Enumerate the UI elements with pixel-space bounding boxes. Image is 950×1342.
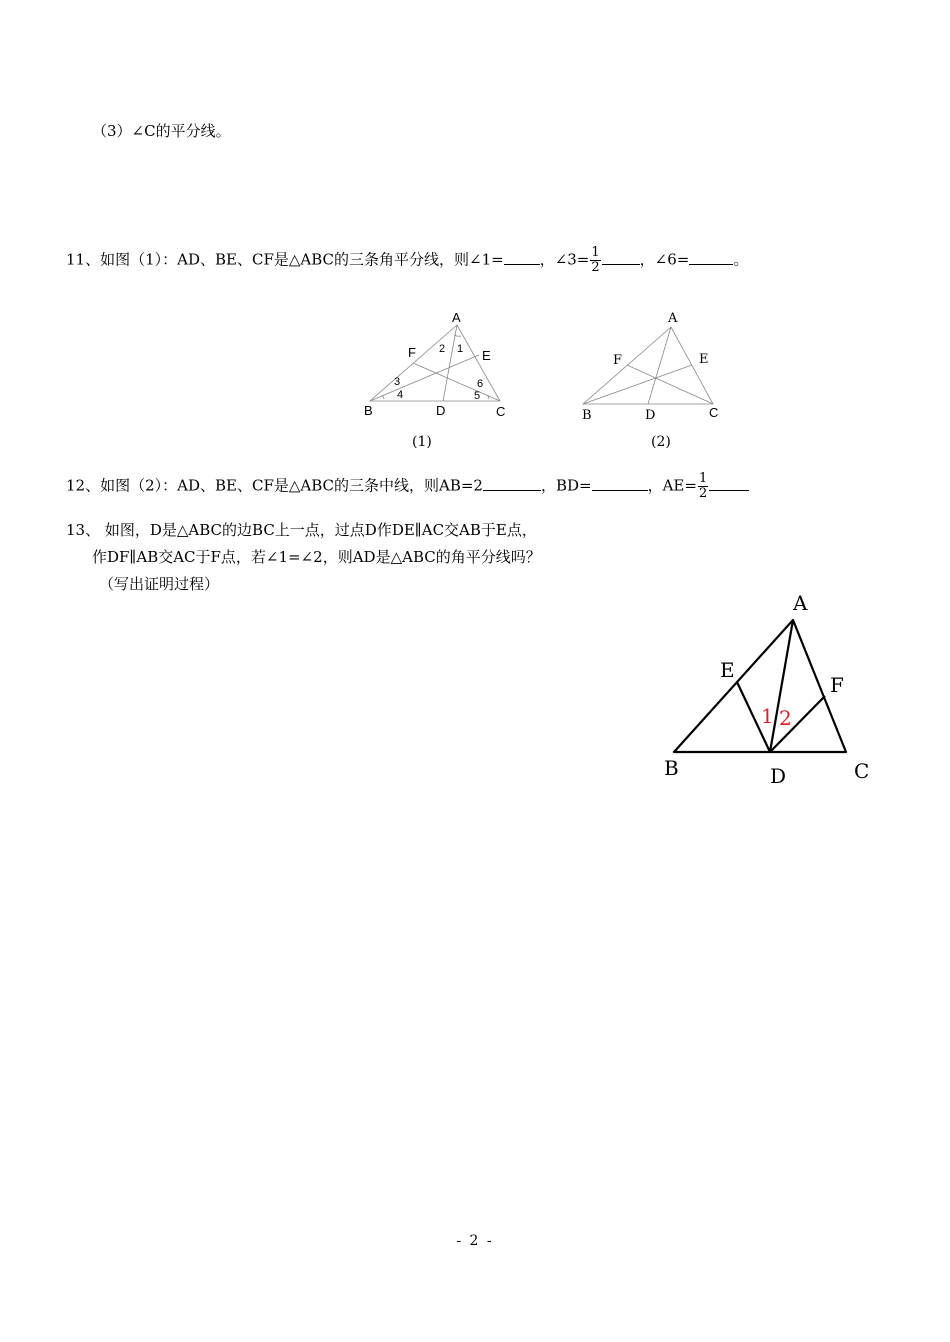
q11-text — [66, 246, 748, 275]
q12-text — [66, 472, 749, 501]
q12-frac-den: 2 — [698, 486, 708, 501]
fig3-label-f: F — [830, 673, 844, 697]
fig1-bisector-ad — [443, 325, 457, 401]
figure-1-angle-bisectors — [360, 305, 510, 419]
q11-sep2: ，∠6= — [639, 250, 690, 269]
q11-prefix: 11、如图（1）：AD、BE、CF是△ABC的三条角平分线，则∠1= — [66, 250, 504, 269]
q12-blank-1[interactable] — [483, 476, 541, 491]
q11-frac-den: 2 — [591, 260, 600, 275]
q11-fraction — [590, 246, 600, 275]
q13-line1: 13、 如图，D是△ABC的边BC上一点，过点D作DE∥AC交AB于E点， — [66, 521, 537, 539]
fig2-label-d: D — [645, 408, 656, 423]
fig3-label-c: C — [854, 759, 870, 783]
fig1-angle-3: 3 — [394, 376, 401, 388]
q11-end: 。 — [733, 250, 749, 269]
fig2-label-e: E — [699, 352, 709, 367]
fig1-label-a: A — [452, 310, 461, 325]
fig1-angle-6: 6 — [477, 378, 484, 390]
fig2-triangle — [583, 327, 713, 404]
fig2-label-f: F — [613, 353, 623, 368]
fig3-label-d: D — [770, 764, 787, 788]
q12-blank-3[interactable] — [709, 476, 749, 491]
q12-sep1: ，BD= — [540, 476, 592, 495]
fig1-angle-4: 4 — [397, 389, 404, 401]
fig3-angle-2: 2 — [779, 706, 792, 730]
q12-fraction — [698, 472, 708, 501]
q12-frac-num: 1 — [698, 471, 708, 486]
fig1-label-b: B — [364, 403, 373, 418]
fig2-label-a: A — [668, 311, 678, 326]
q11-frac-num: 1 — [591, 245, 600, 260]
q11-blank-3[interactable] — [689, 250, 733, 265]
fig1-label-d: D — [436, 403, 446, 418]
fig2-label-c: C — [709, 405, 719, 420]
q11-sep1: ，∠3= — [539, 250, 590, 269]
fig2-caption: (2) — [651, 434, 671, 450]
fig3-angle-1: 1 — [761, 704, 774, 728]
figure-2-medians — [575, 305, 725, 423]
figure-3-triangle-parallels — [660, 590, 880, 790]
fig3-label-a: A — [793, 591, 808, 615]
fig1-label-e: E — [482, 348, 491, 363]
fig2-median-cf — [627, 365, 713, 404]
fig1-angle-1: 1 — [457, 343, 464, 355]
q12-blank-2[interactable] — [592, 476, 648, 491]
fig1-caption: (1) — [412, 434, 432, 450]
fig2-median-ad — [648, 327, 671, 404]
q11-blank-2[interactable] — [602, 250, 640, 265]
q10-item3: （3）∠C的平分线。 — [92, 122, 231, 140]
q11-blank-1[interactable] — [504, 250, 540, 265]
fig1-label-f: F — [408, 345, 416, 360]
fig1-label-c: C — [496, 404, 506, 419]
q13-line3: （写出证明过程） — [99, 575, 220, 593]
fig1-angle-5: 5 — [474, 390, 481, 402]
fig1-bisector-cf — [413, 363, 500, 401]
fig3-label-b: B — [664, 756, 679, 780]
fig3-label-e: E — [720, 658, 735, 682]
q13-line2: 作DF∥AB交AC于F点，若∠1=∠2，则AD是△ABC的角平分线吗？ — [92, 548, 541, 566]
page-number: - 2 - — [456, 1233, 494, 1249]
fig1-angle-2: 2 — [439, 343, 446, 355]
fig2-label-b: B — [582, 408, 592, 423]
fig1-bisector-be — [370, 355, 479, 401]
q12-prefix: 12、如图（2）：AD、BE、CF是△ABC的三条中线，则AB=2 — [66, 476, 483, 495]
q12-sep2: ，AE= — [647, 476, 697, 495]
fig2-median-be — [583, 365, 692, 404]
